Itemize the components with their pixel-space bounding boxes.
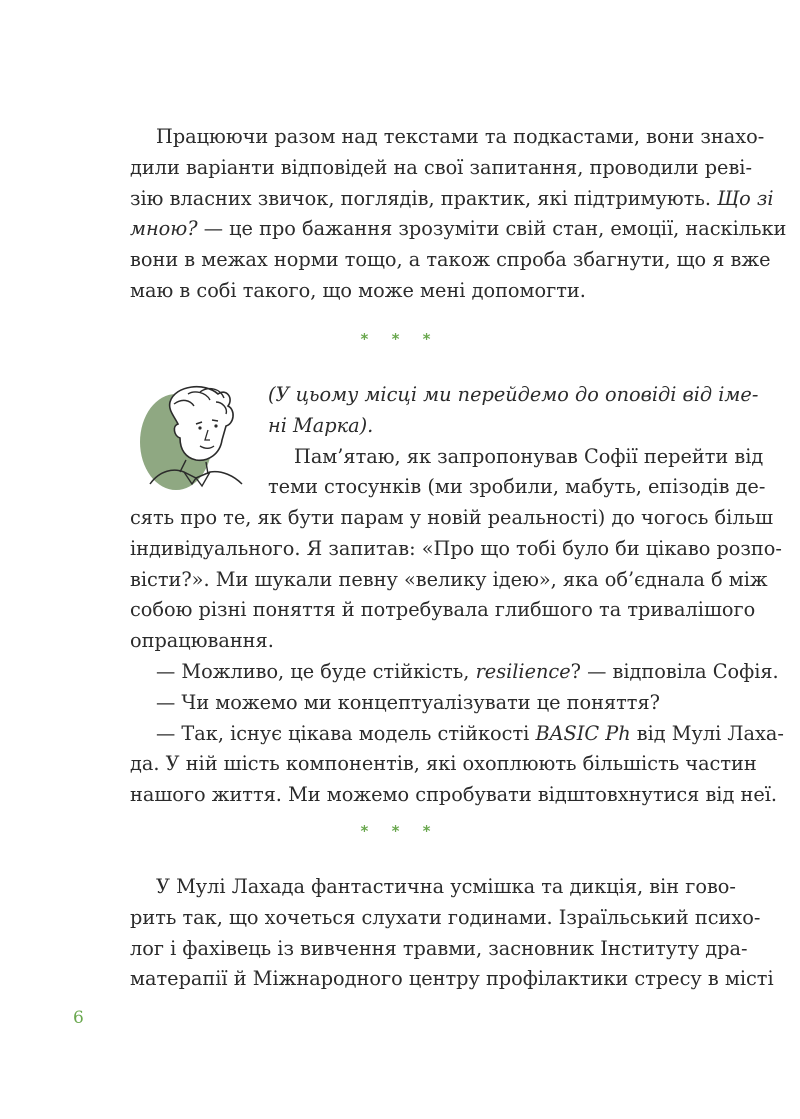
dialogue-line: нашого життя. Ми можемо спробувати відштовхнутися від неї. [130,783,778,807]
dialogue-line: — Можливо, це буде стійкість, resilience? — відповіла Софія. [156,659,779,683]
text-line: рить так, що хочеться слухати годинами. Ізраїльський психо- [130,905,761,929]
text-line: лог і фахівець із вивчення травми, засновник Інституту дра- [130,936,748,960]
text-line: сять про те, як бути парам у новій реальності) до чогось більш [130,506,773,529]
paragraph-opening [130,122,787,307]
text-line: матерапії й Міжнародного центру профілактики стресу в місті [130,967,774,991]
dialogue-line: — Так, існує цікава модель стійкості BASIC Ph від Мулі Лаха- [156,721,784,745]
italic-phrase: мною? [130,217,198,241]
text-line: індивідуального. Я запитав: «Про що тобі було би цікаво розпо- [130,536,782,560]
text-line: ні Марка). [268,413,374,437]
text-line: собою різні поняття й потребувала глибшого та тривалішого [130,598,756,622]
text-line: вісти?». Ми шукали певну «велику ідею», яка об’єднала б між [130,567,768,591]
text-line: У Мулі Лахада фантастична усмішка та дикція, він гово- [156,875,736,898]
dialogue-line: — Чи можемо ми концептуалізувати це поняття? [156,690,660,714]
text-line: Працюючи разом над текстами та подкастами, вони знахо- [156,125,765,148]
paragraph-lahad [130,872,774,995]
text-line: вони в межах норми тощо, а також спроба збагнути, що я вже [130,248,771,272]
section-divider: * * * [360,330,440,348]
text-line: (У цьому місці ми перейдемо до оповіді від іме- [268,383,759,406]
dialogue-line: да. У ній шість компонентів, які охоплюють більшість частин [130,752,757,776]
page-number: 6 [73,1008,84,1028]
text-line: мною? — це про бажання зрозуміти свій стан, емоції, наскільки [130,217,787,241]
text-line: дили варіанти відповідей на свої запитання, проводили реві- [130,155,752,179]
portrait-sketch-icon [130,380,260,492]
section-divider: * * * [360,822,440,840]
italic-phrase: Що зі [717,186,774,210]
text-line: Пам’ятаю, як запропонував Софії перейти від [294,444,764,468]
marko-intro [268,380,766,503]
marko-text [130,503,784,811]
text-line: зію власних звичок, поглядів, практик, які підтримують. Що зі [130,186,774,210]
text-line: маю в собі такого, що може мені допомогти. [130,278,586,302]
text-line: теми стосунків (ми зробили, мабуть, епізодів де- [268,475,766,499]
text-line: опрацювання. [130,629,274,653]
